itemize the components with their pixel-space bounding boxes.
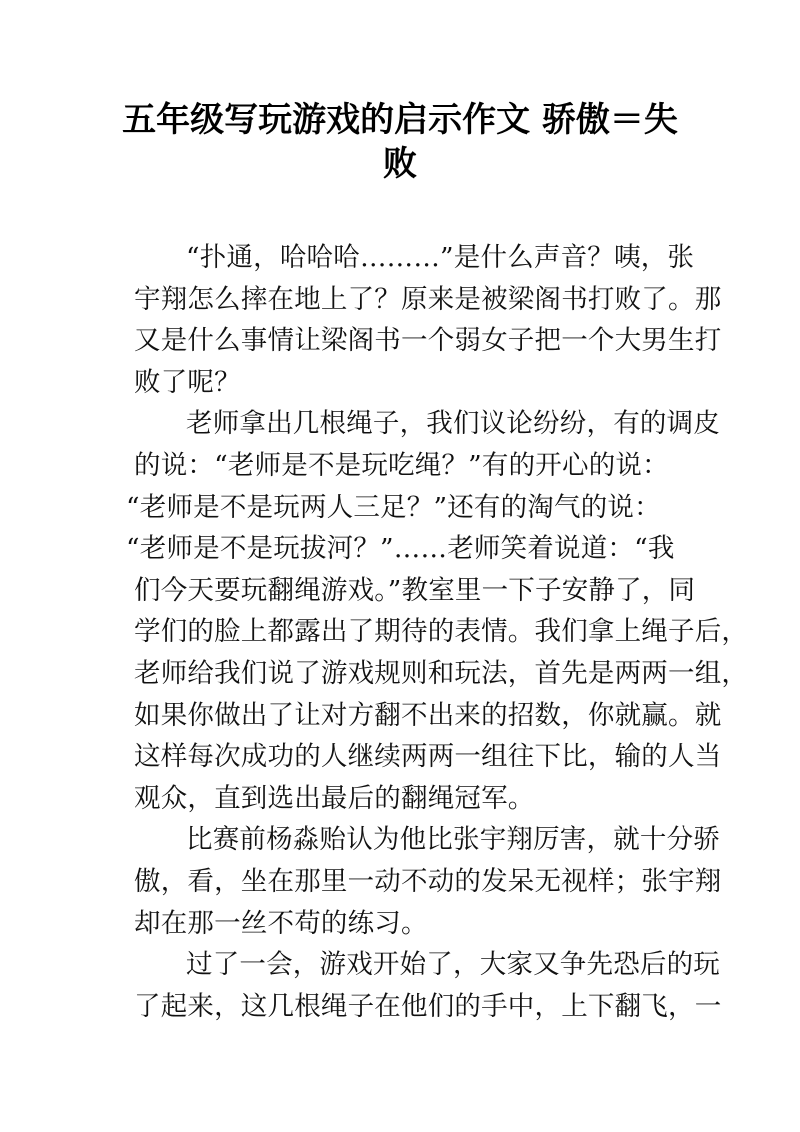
title-line-1: 五年级写玩游戏的启示作文 骄傲＝失: [122, 100, 678, 140]
paragraph-line: 观众，直到选出最后的翻绳冠军。: [134, 782, 535, 814]
paragraph-line: 又是什么事情让梁阁书一个弱女子把一个大男生打: [134, 325, 722, 357]
paragraph-line: 过了一会，游戏开始了，大家又争先恐后的玩: [186, 949, 720, 981]
paragraph-line: 学们的脸上都露出了期待的表情。我们拿上绳子后，: [134, 616, 749, 648]
paragraph-2: [126, 403, 749, 819]
paragraph-line: 如果你做出了让对方翻不出来的招数，你就赢。就: [134, 699, 722, 731]
paragraph-line: 们今天要玩翻绳游戏。”教室里一下子安静了，同: [134, 574, 696, 606]
paragraph-line: 这样每次成功的人继续两两一组往下比，输的人当: [134, 741, 722, 773]
paragraph-line: 败了呢？: [134, 366, 241, 398]
title-line-2: 败: [383, 144, 417, 184]
paragraph-line: 比赛前杨淼贻认为他比张宇翔厉害，就十分骄: [186, 824, 720, 856]
paragraph-line: 的说：“老师是不是玩吃绳？”有的开心的说：: [134, 449, 669, 481]
paragraph-line: “老师是不是玩拔河？”……老师笑着说道：“我: [126, 533, 675, 565]
document-body: [126, 237, 749, 1027]
paragraph-line: 却在那一丝不苟的练习。: [134, 907, 428, 939]
paragraph-line: 了起来，这几根绳子在他们的手中，上下翻飞，一: [134, 990, 722, 1022]
paragraph-4: [134, 944, 722, 1027]
paragraph-3: [134, 819, 722, 944]
paragraph-line: “老师是不是玩两人三足？”还有的淘气的说：: [126, 491, 661, 523]
paragraph-line: 老师拿出几根绳子，我们议论纷纷，有的调皮: [186, 408, 720, 440]
paragraph-line: 老师给我们说了游戏规则和玩法，首先是两两一组，: [134, 657, 749, 689]
paragraph-line: “扑通，哈哈哈………”是什么声音？咦，张: [186, 242, 695, 273]
paragraph-1: [134, 237, 722, 403]
document-title: [100, 98, 700, 186]
paragraph-line: 傲，看，坐在那里一动不动的发呆无视样；张宇翔: [134, 865, 722, 897]
paragraph-line: 宇翔怎么摔在地上了？原来是被梁阁书打败了。那: [134, 283, 722, 315]
